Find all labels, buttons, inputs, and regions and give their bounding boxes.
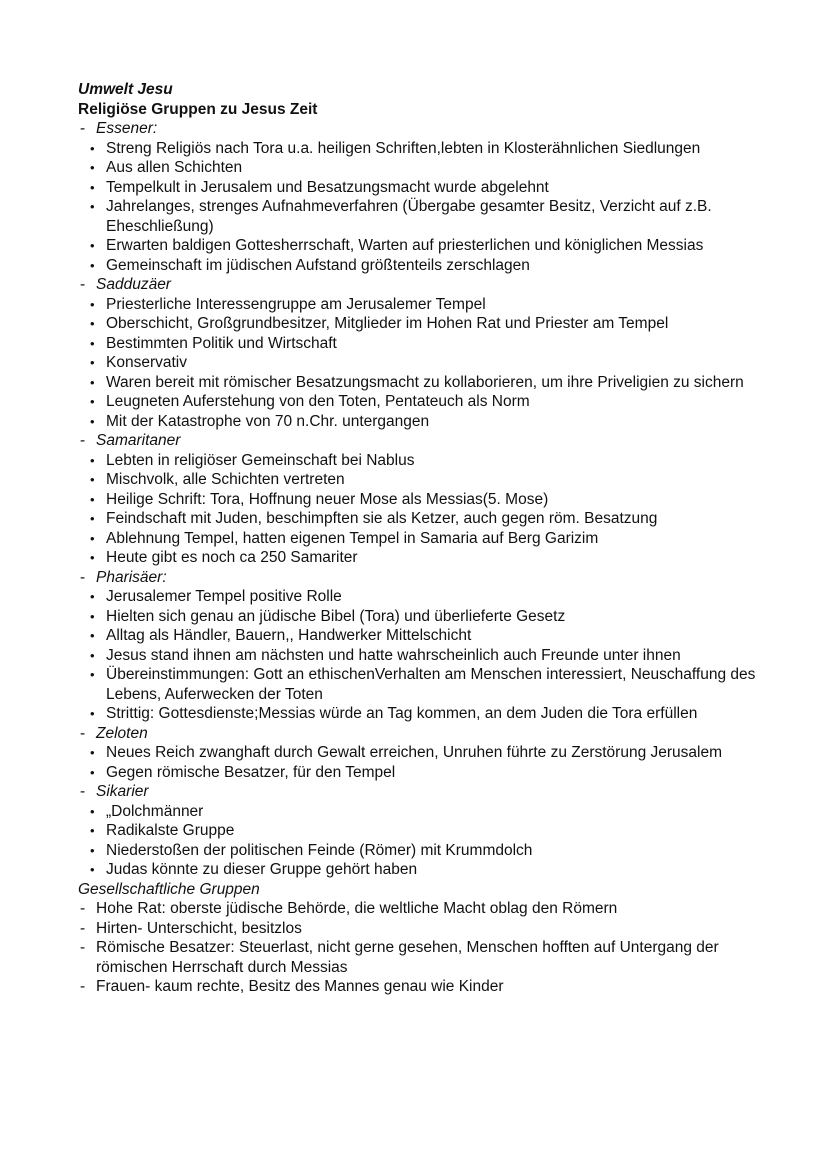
list-item bbox=[78, 197, 778, 236]
list-item bbox=[78, 743, 778, 763]
list-item bbox=[78, 529, 778, 549]
list-item-text: Waren bereit mit römischer Besatzungsmacht zu kollaborieren, um ihre Priveligien zu sichern bbox=[106, 373, 744, 391]
list-item bbox=[78, 587, 778, 607]
bullet-marker: • bbox=[90, 374, 95, 390]
list-item-text: Judas könnte zu dieser Gruppe gehört haben bbox=[106, 861, 418, 878]
group-heading bbox=[78, 568, 778, 588]
list-item-text: Feindschaft mit Juden, beschimpften sie als Ketzer, auch gegen röm. Besatzung bbox=[106, 510, 658, 527]
social-groups-list bbox=[78, 899, 778, 997]
group-heading bbox=[78, 119, 778, 139]
group-heading bbox=[78, 431, 778, 451]
list-item bbox=[78, 646, 778, 666]
bullet-marker: • bbox=[90, 764, 95, 780]
group-name: Sikarier bbox=[96, 783, 149, 800]
group-section bbox=[78, 782, 778, 880]
dash-marker: - bbox=[80, 568, 86, 586]
bullet-marker: • bbox=[90, 472, 95, 487]
bullet-marker: • bbox=[90, 140, 95, 156]
bullet-marker: • bbox=[90, 452, 95, 468]
list-item bbox=[78, 139, 778, 159]
list-item-text: Strittig: Gottesdienste;Messias würde an Tag kommen, an dem Juden die Tora erfüllen bbox=[106, 705, 698, 722]
bullet-marker: • bbox=[90, 647, 95, 663]
dash-marker: - bbox=[80, 120, 86, 137]
group-name: Samaritaner bbox=[96, 432, 181, 449]
list-item-text: „Dolchmänner bbox=[106, 802, 204, 820]
list-item-text: Konservativ bbox=[106, 354, 187, 371]
bullet-marker: • bbox=[90, 179, 95, 195]
bullet-marker: • bbox=[90, 608, 95, 624]
list-item-text: Hielten sich genau an jüdische Bibel (Tora) und überlieferte Gesetz bbox=[106, 607, 566, 625]
list-item-text: Radikalste Gruppe bbox=[106, 822, 235, 839]
list-item bbox=[78, 451, 778, 471]
bullet-marker: • bbox=[90, 413, 95, 429]
list-item bbox=[78, 470, 778, 490]
group-bullet-list bbox=[78, 802, 778, 880]
list-item-text: Gemeinschaft im jüdischen Aufstand größtenteils zerschlagen bbox=[106, 256, 530, 274]
dash-marker: - bbox=[80, 919, 86, 937]
list-item-text: Neues Reich zwanghaft durch Gewalt erreichen, Unruhen führte zu Zerstörung Jerusalem bbox=[106, 744, 723, 761]
list-item bbox=[78, 763, 778, 783]
bullet-marker: • bbox=[90, 316, 95, 331]
group-section bbox=[78, 568, 778, 724]
dash-marker: - bbox=[80, 783, 86, 800]
bullet-marker: • bbox=[90, 394, 95, 409]
group-name: Zeloten bbox=[96, 724, 148, 742]
list-item bbox=[78, 392, 778, 412]
social-groups-heading: Gesellschaftliche Gruppen bbox=[78, 880, 260, 898]
list-item-text: Ablehnung Tempel, hatten eigenen Tempel in Samaria auf Berg Garizim bbox=[106, 529, 599, 547]
list-item-text: Jahrelanges, strenges Aufnahmeverfahren (Übergabe gesamter Besitz, Verzicht auf z.B. Eheschließung) bbox=[106, 198, 712, 235]
list-item bbox=[78, 334, 778, 354]
social-group-item bbox=[78, 938, 778, 977]
list-item bbox=[78, 158, 778, 178]
list-item-text: Tempelkult in Jerusalem und Besatzungsmacht wurde abgelehnt bbox=[106, 178, 549, 196]
list-item bbox=[78, 802, 778, 822]
bullet-marker: • bbox=[90, 667, 95, 682]
bullet-marker: • bbox=[90, 355, 95, 370]
list-item bbox=[78, 412, 778, 432]
list-item bbox=[78, 821, 778, 841]
list-item-text: Mit der Katastrophe von 70 n.Chr. untergangen bbox=[106, 412, 430, 430]
bullet-marker: • bbox=[90, 706, 95, 721]
list-item bbox=[78, 490, 778, 510]
list-item bbox=[78, 548, 778, 568]
bullet-marker: • bbox=[90, 530, 95, 546]
group-section bbox=[78, 724, 778, 783]
list-item bbox=[78, 314, 778, 334]
group-section bbox=[78, 119, 778, 275]
list-item-text: Niederstoßen der politischen Feinde (Römer) mit Krummdolch bbox=[106, 841, 533, 859]
group-bullet-list bbox=[78, 587, 778, 724]
bullet-marker: • bbox=[90, 862, 95, 877]
list-item bbox=[78, 353, 778, 373]
bullet-marker: • bbox=[90, 257, 95, 273]
bullet-marker: • bbox=[90, 199, 95, 214]
bullet-marker: • bbox=[90, 511, 95, 526]
group-heading bbox=[78, 782, 778, 802]
list-item-text: Priesterliche Interessengruppe am Jerusalemer Tempel bbox=[106, 295, 486, 313]
list-item-text: Erwarten baldigen Gottesherrschaft, Warten auf priesterlichen und königlichen Messias bbox=[106, 237, 704, 254]
bullet-marker: • bbox=[90, 823, 95, 838]
bullet-marker: • bbox=[90, 589, 95, 604]
list-item bbox=[78, 860, 778, 880]
dash-marker: - bbox=[80, 724, 86, 742]
group-bullet-list bbox=[78, 139, 778, 276]
list-item-text: Übereinstimmungen: Gott an ethischenVerhalten am Menschen interessiert, Neuschaffung des Lebens, Auferwecken der Toten bbox=[106, 666, 756, 703]
bullet-marker: • bbox=[90, 628, 95, 643]
list-item bbox=[78, 256, 778, 276]
list-item bbox=[78, 236, 778, 256]
social-group-item bbox=[78, 919, 778, 939]
list-item bbox=[78, 509, 778, 529]
list-item bbox=[78, 841, 778, 861]
social-group-text: Frauen- kaum rechte, Besitz des Mannes genau wie Kinder bbox=[96, 978, 504, 995]
group-section bbox=[78, 275, 778, 431]
list-item-text: Bestimmten Politik und Wirtschaft bbox=[106, 334, 337, 352]
bullet-marker: • bbox=[90, 745, 95, 760]
list-item-text: Heilige Schrift: Tora, Hoffnung neuer Mose als Messias(5. Mose) bbox=[106, 490, 549, 508]
group-bullet-list bbox=[78, 295, 778, 432]
list-item-text: Lebten in religiöser Gemeinschaft bei Nablus bbox=[106, 451, 415, 469]
dash-marker: - bbox=[80, 900, 86, 917]
social-group-text: Hohe Rat: oberste jüdische Behörde, die weltliche Macht oblag den Römern bbox=[96, 900, 618, 917]
list-item bbox=[78, 373, 778, 393]
list-item-text: Gegen römische Besatzer, für den Tempel bbox=[106, 763, 396, 781]
document-body bbox=[78, 80, 778, 997]
list-item-text: Aus allen Schichten bbox=[106, 159, 243, 176]
social-group-item bbox=[78, 977, 778, 997]
list-item-text: Mischvolk, alle Schichten vertreten bbox=[106, 471, 345, 488]
bullet-marker: • bbox=[90, 491, 95, 507]
dash-marker: - bbox=[80, 978, 86, 995]
list-item bbox=[78, 295, 778, 315]
list-item-text: Leugneten Auferstehung von den Toten, Pentateuch als Norm bbox=[106, 393, 530, 410]
bullet-marker: • bbox=[90, 296, 95, 312]
document-subtitle: Religiöse Gruppen zu Jesus Zeit bbox=[78, 100, 318, 118]
bullet-marker: • bbox=[90, 238, 95, 253]
group-name: Essener: bbox=[96, 120, 158, 137]
list-item bbox=[78, 607, 778, 627]
bullet-marker: • bbox=[90, 803, 95, 819]
list-item bbox=[78, 704, 778, 724]
dash-marker: - bbox=[80, 939, 86, 956]
bullet-marker: • bbox=[90, 842, 95, 858]
dash-marker: - bbox=[80, 276, 86, 293]
group-heading bbox=[78, 724, 778, 744]
list-item-text: Jerusalemer Tempel positive Rolle bbox=[106, 588, 342, 605]
bullet-marker: • bbox=[90, 160, 95, 175]
social-group-text: Römische Besatzer: Steuerlast, nicht gerne gesehen, Menschen hofften auf Untergang der römischen Herrschaft durch Messias bbox=[96, 939, 719, 976]
list-item bbox=[78, 626, 778, 646]
list-item-text: Jesus stand ihnen am nächsten und hatte wahrscheinlich auch Freunde unter ihnen bbox=[106, 646, 681, 664]
list-item-text: Heute gibt es noch ca 250 Samariter bbox=[106, 549, 358, 566]
list-item-text: Oberschicht, Großgrundbesitzer, Mitglieder im Hohen Rat und Priester am Tempel bbox=[106, 315, 669, 332]
group-bullet-list bbox=[78, 743, 778, 782]
list-item bbox=[78, 178, 778, 198]
group-section bbox=[78, 431, 778, 568]
list-item-text: Alltag als Händler, Bauern,, Handwerker Mittelschicht bbox=[106, 627, 472, 644]
list-item-text: Streng Religiös nach Tora u.a. heiligen Schriften,lebten in Klosterähnlichen Siedlungen bbox=[106, 139, 701, 157]
religious-groups bbox=[78, 119, 778, 880]
group-name: Pharisäer: bbox=[96, 568, 167, 586]
social-group-text: Hirten- Unterschicht, besitzlos bbox=[96, 919, 302, 937]
bullet-marker: • bbox=[90, 335, 95, 351]
document-title: Umwelt Jesu bbox=[78, 81, 173, 98]
social-group-item bbox=[78, 899, 778, 919]
dash-marker: - bbox=[80, 432, 86, 449]
group-name: Sadduzäer bbox=[96, 276, 171, 293]
group-bullet-list bbox=[78, 451, 778, 568]
bullet-marker: • bbox=[90, 550, 95, 565]
list-item bbox=[78, 665, 778, 704]
group-heading bbox=[78, 275, 778, 295]
